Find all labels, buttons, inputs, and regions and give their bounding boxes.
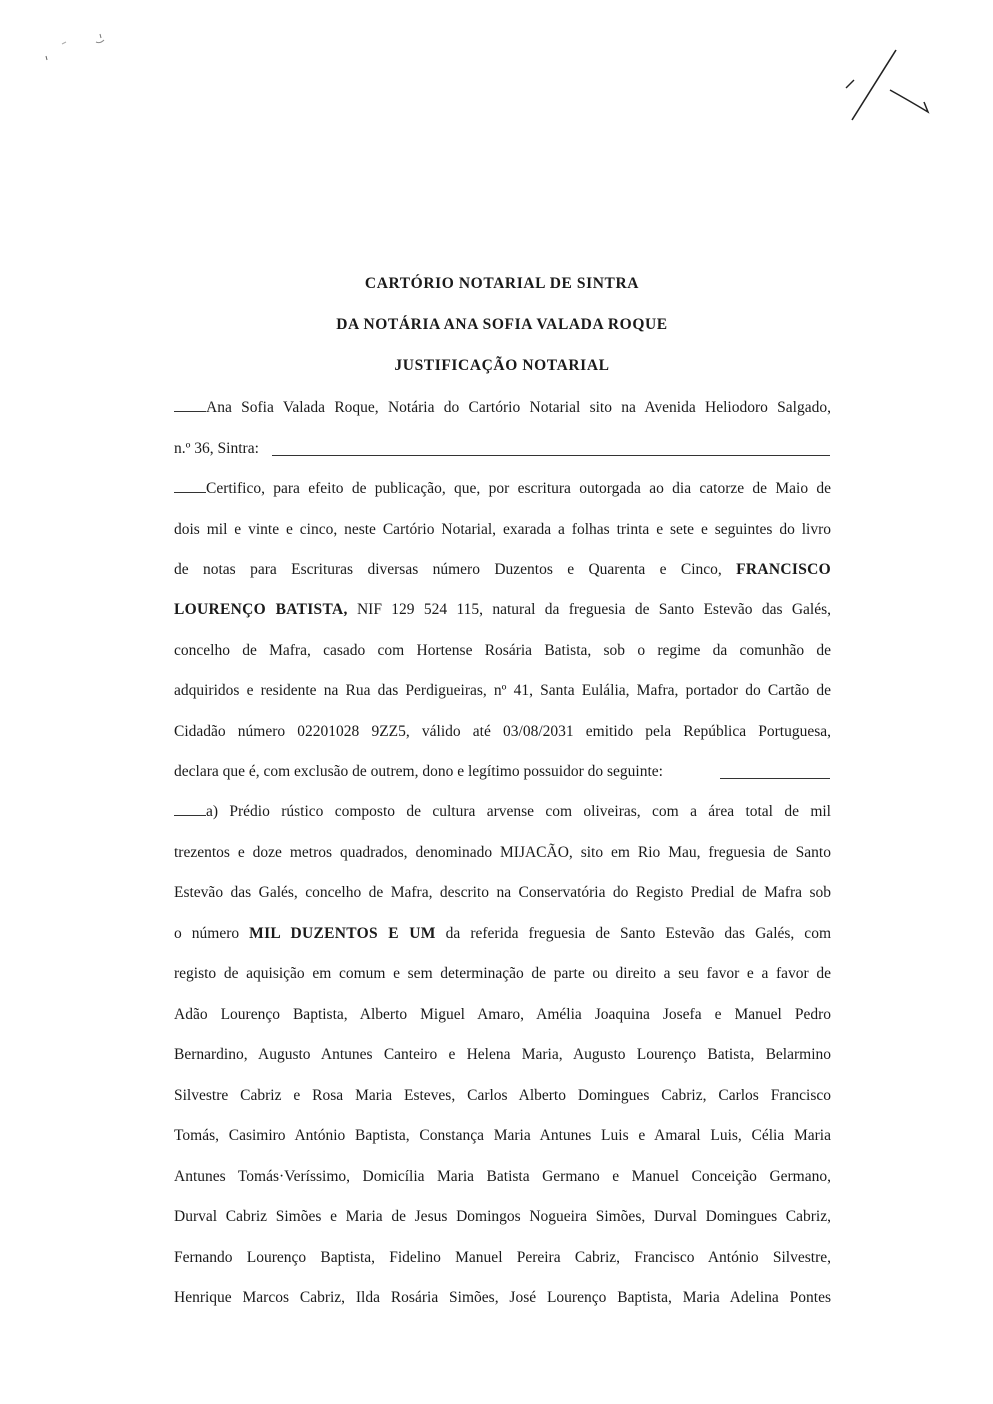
paragraph-line: Cidadão número 02201028 9ZZ5, válido até 03/08/2031 emitido pela República Portuguesa, [174,723,831,740]
paragraph-line: registo de aquisição em comum e sem determinação de parte ou direito a seu favor e a favor de [174,965,831,982]
paragraph-line: Fernando Lourenço Baptista, Fidelino Manuel Pereira Cabriz, Francisco António Silvestre, [174,1249,831,1266]
paragraph-line: Estevão das Galés, concelho de Mafra, descrito na Conservatória do Registo Predial de Mafra sob [174,884,831,901]
paragraph-line: Adão Lourenço Baptista, Alberto Miguel Amaro, Amélia Joaquina Josefa e Manuel Pedro [174,1006,831,1023]
handwritten-page-mark [838,40,938,130]
scan-specks [38,28,118,68]
paragraph-line: declara que é, com exclusão de outrem, dono e legítimo possuidor do seguinte: [174,763,663,780]
paragraph-line: concelho de Mafra, casado com Hortense Rosária Batista, sob o regime da comunhão de [174,642,831,659]
paragraph-line: a) Prédio rústico composto de cultura arvense com oliveiras, com a área total de mil [174,800,831,824]
paragraph-line: LOURENÇO BATISTA, NIF 129 524 115, natural da freguesia de Santo Estevão das Galés, [174,601,832,618]
notary-name-title: DA NOTÁRIA ANA SOFIA VALADA ROQUE [336,316,668,333]
paragraph-line: trezentos e doze metros quadrados, denominado MIJACÃO, sito em Rio Mau, freguesia de Santo [174,844,831,861]
fill-line [720,778,830,779]
paragraph-line: de notas para Escrituras diversas número Duzentos e Quarenta e Cinco, FRANCISCO [174,561,832,578]
paragraph-line: Antunes Tomás·Veríssimo, Domicília Maria Batista Germano e Manuel Conceição Germano, [174,1168,831,1185]
paragraph-line: n.º 36, Sintra: [174,440,259,457]
paragraph-line: Ana Sofia Valada Roque, Notária do Cartório Notarial sito na Avenida Heliodoro Salgado, [174,396,831,420]
paragraph-line: Tomás, Casimiro António Baptista, Constança Maria Antunes Luis e Amaral Luis, Célia Maria [174,1127,831,1144]
paragraph-line: Silvestre Cabriz e Rosa Maria Esteves, Carlos Alberto Domingues Cabriz, Carlos Francisco [174,1087,831,1104]
paragraph-line: Durval Cabriz Simões e Maria de Jesus Domingos Nogueira Simões, Durval Domingues Cabriz, [174,1208,831,1225]
paragraph-line: Bernardino, Augusto Antunes Canteiro e Helena Maria, Augusto Lourenço Batista, Belarmino [174,1046,831,1063]
notary-office-title: CARTÓRIO NOTARIAL DE SINTRA [364,275,640,292]
paragraph-line: o número MIL DUZENTOS E UM da referida freguesia de Santo Estevão das Galés, com [174,925,831,942]
document-title: JUSTIFICAÇÃO NOTARIAL [394,357,610,374]
paragraph-line: dois mil e vinte e cinco, neste Cartório Notarial, exarada a folhas trinta e sete e seguintes do livro [174,521,831,538]
paragraph-line: adquiridos e residente na Rua das Perdigueiras, nº 41, Santa Eulália, Mafra, portador do Cartão de [174,682,831,699]
paragraph-line: Certifico, para efeito de publicação, que, por escritura outorgada ao dia catorze de Maio de [174,477,831,501]
fill-line [272,455,830,456]
paragraph-line: Henrique Marcos Cabriz, Ilda Rosária Simões, José Lourenço Baptista, Maria Adelina Pontes [174,1289,831,1306]
